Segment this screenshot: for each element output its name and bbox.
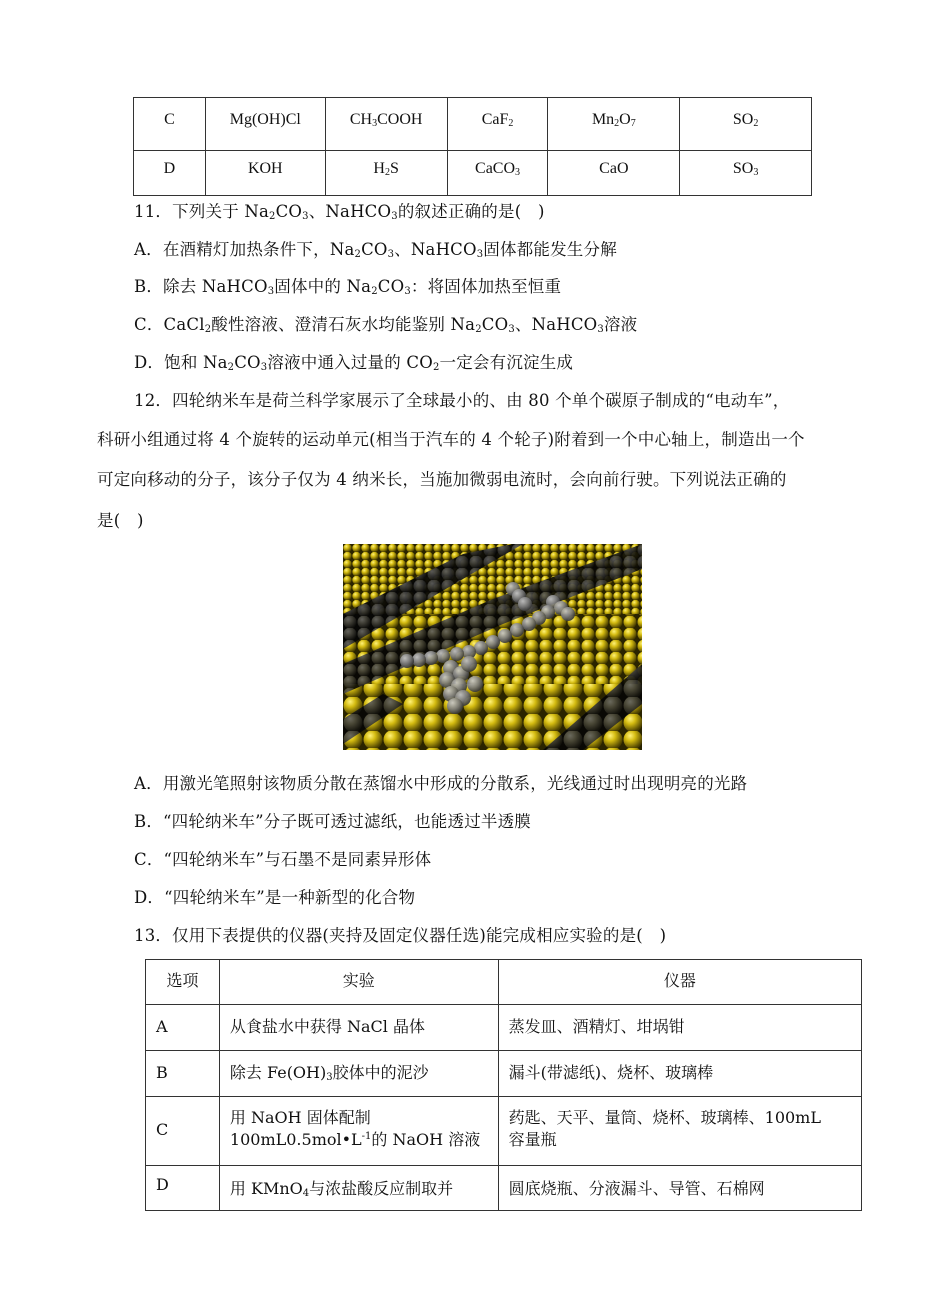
subscript: 2 [475,324,482,335]
header-experiment: 实验 [219,960,498,1005]
option-text: 一定会有沉淀生成 [439,353,574,372]
instrument-table [145,959,862,1211]
option-text: 酸性溶液、澄清石灰水均能鉴别 Na [211,315,476,334]
formula-cell: KOH [205,151,325,196]
option-label: A． [134,240,163,259]
question-number: 11． [134,202,173,221]
q11-option-a [134,240,617,260]
option-text: 固体都能发生分解 [483,240,617,259]
instruments-cell [498,1097,861,1166]
question-13-stem: 13．仅用下表提供的仪器(夹持及固定仪器任选)能完成相应实验的是( ) [134,926,667,945]
table-row [146,1051,862,1097]
experiment-cell [219,1166,498,1211]
experiment-text: 100mL0.5mol•L [229,1130,362,1149]
q12-option-b: B．“四轮纳米车”分子既可透过滤纸，也能透过半透膜 [134,812,531,831]
subscript: 7 [630,118,636,129]
subscript: 3 [508,324,515,335]
subscript: 3 [476,249,484,260]
table-row [146,1166,862,1211]
nanocar-illustration [343,544,642,750]
experiment-text: 用 NaOH 固体配制 [229,1108,371,1127]
question-12-stem-line4: 是( ) [97,511,144,530]
option-text: CO [234,353,261,372]
instruments-cell: 蒸发皿、酒精灯、坩埚钳 [498,1005,861,1051]
table-row [146,1097,862,1166]
option-label: D． [134,353,165,372]
subscript: 3 [753,167,759,178]
option-text: ：将固体加热至恒重 [410,277,562,296]
option-label: C． [134,315,164,334]
stem-text: 、NaHCO [308,202,392,221]
option-text: CaCl [163,315,205,334]
formula-text: CH [349,111,373,128]
formula-text: CaCO [475,160,516,177]
experiment-cell: 从食盐水中获得 NaCl 晶体 [219,1005,498,1051]
option-text: 、NaHCO [514,315,598,334]
subscript: 2 [204,324,212,335]
formula-cell [325,98,447,151]
table-row [146,1005,862,1051]
header-option: 选项 [146,960,220,1005]
subscript: 4 [302,1188,310,1199]
instruments-cell: 圆底烧瓶、分液漏斗、导管、石棉网 [498,1166,861,1211]
formula-text: SO [732,160,754,177]
formula-text: Mg(OH)Cl [229,111,301,128]
experiment-text: 的 NaOH 溶液 [371,1130,481,1149]
instruments-text: 容量瓶 [508,1130,557,1149]
instruments-text: 药匙、天平、量筒、烧杯、玻璃棒、100mL [508,1108,821,1127]
formula-cell: CaO [548,151,680,196]
stem-text: 的叙述正确的是( ) [397,202,545,221]
question-11-stem [134,202,545,222]
classification-table [133,97,812,196]
subscript: 3 [302,211,309,222]
experiment-text: 胶体中的泥沙 [332,1063,429,1082]
option-text: CO [377,277,405,296]
formula-cell [447,151,548,196]
formula-cell [447,98,548,151]
q12-option-c: C．“四轮纳米车”与石墨不是同素异形体 [134,850,432,869]
option-cell: B [146,1051,220,1097]
option-text: 溶液 [603,315,638,334]
formula-text: O [619,111,631,128]
subscript: 2 [354,249,362,260]
experiment-text-line2 [230,1129,488,1151]
subscript: 3 [326,1072,333,1083]
option-label: B． [134,277,164,296]
option-cell: A [146,1005,220,1051]
formula-cell [205,98,325,151]
question-12-stem-line3: 可定向移动的分子，该分子仅为 4 纳米长，当施加微弱电流时，会向前行驶。下列说法正确的 [97,470,787,489]
experiment-text: 用 KMnO [229,1179,303,1198]
table-header-row [146,960,862,1005]
option-cell: C [146,1097,220,1166]
experiment-text: 除去 Fe(OH) [229,1063,327,1082]
nanocar-image [343,544,642,750]
stem-text: CO [275,202,303,221]
q12-option-d: D．“四轮纳米车”是一种新型的化合物 [134,888,416,907]
superscript: -1 [361,1131,372,1142]
table-row [134,151,812,196]
option-text: 溶液中通入过量的 CO [267,353,433,372]
table-row [134,98,812,151]
question-12-stem-line2: 科研小组通过将 4 个旋转的运动单元(相当于汽车的 4 个轮子)附着到一个中心轴上，制造出一个 [97,430,805,449]
subscript: 2 [508,118,514,129]
experiment-cell [219,1097,498,1166]
subscript: 2 [269,211,276,222]
subscript: 2 [384,167,390,178]
option-text: CO [361,240,388,259]
option-cell: D [134,151,206,196]
option-text: 在酒精灯加热条件下，Na [162,240,355,259]
q11-option-b [134,277,561,297]
formula-text: H [373,160,385,177]
formula-text: CaF [481,111,509,128]
formula-cell [680,98,812,151]
q12-option-a: A．用激光笔照射该物质分散在蒸馏水中形成的分散系，光线通过时出现明亮的光路 [134,774,748,793]
subscript: 2 [227,362,235,373]
experiment-text: 与浓盐酸反应制取并 [309,1179,454,1198]
formula-text: S [389,160,399,177]
question-12-stem-line1: 12．四轮纳米车是荷兰科学家展示了全球最小的、由 80 个单个碳原子制成的“电动车”， [134,391,790,410]
formula-cell [548,98,680,151]
option-text: CO [481,315,509,334]
subscript: 3 [597,324,604,335]
option-text: 除去 NaHCO [163,277,268,296]
option-cell: D [146,1166,220,1211]
subscript: 3 [391,211,398,222]
subscript: 2 [432,362,440,373]
subscript: 2 [614,118,620,129]
stem-text: 下列关于 Na [172,202,270,221]
option-text: 饱和 Na [164,353,228,372]
subscript: 3 [387,249,395,260]
subscript: 2 [753,118,759,129]
subscript: 3 [372,118,378,129]
option-text: 、NaHCO [394,240,477,259]
subscript: 3 [260,362,268,373]
subscript: 3 [515,167,521,178]
header-instruments: 仪器 [498,960,861,1005]
option-cell: C [134,98,206,151]
subscript: 2 [371,286,378,297]
experiment-cell [219,1051,498,1097]
instruments-cell: 漏斗(带滤纸)、烧杯、玻璃棒 [498,1051,861,1097]
formula-text: COOH [377,111,423,128]
formula-text: SO [732,111,754,128]
formula-cell [680,151,812,196]
formula-text: Mn [591,111,615,128]
q11-option-d [134,353,573,373]
formula-cell [325,151,447,196]
q11-option-c [134,315,637,335]
subscript: 3 [267,286,275,297]
option-text: 固体中的 Na [274,277,372,296]
subscript: 3 [404,286,411,297]
